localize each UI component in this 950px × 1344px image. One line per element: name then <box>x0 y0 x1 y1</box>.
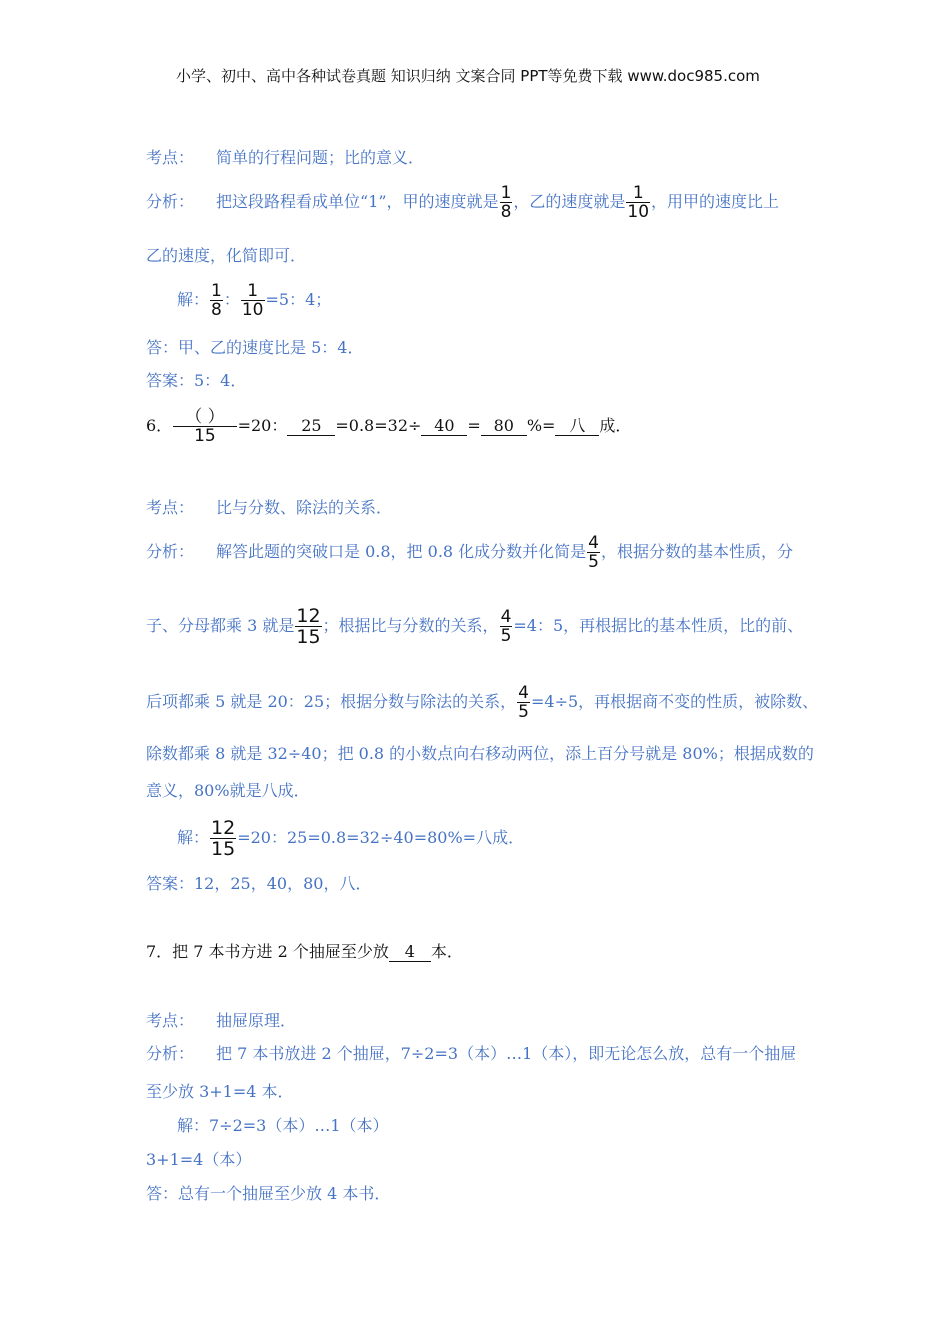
q7-calc: 3+1=4（本） <box>146 1150 252 1169</box>
q7-fenxi-line2: 至少放 3+1=4 本． <box>146 1082 294 1101</box>
denominator: 15 <box>296 626 321 648</box>
fraction <box>241 282 265 319</box>
kaodian-label: 考点： <box>146 148 195 167</box>
jie-label: 解： <box>177 290 210 309</box>
fenxi-text: ，乙的速度就是 <box>513 192 626 211</box>
kaodian-label: 考点： <box>146 498 195 517</box>
answer-blank: 40 <box>421 417 467 436</box>
denominator: 5 <box>588 552 599 572</box>
fenxi-text: ；根据比与分数的关系， <box>322 616 499 635</box>
q6-fenxi-line2 <box>146 606 803 647</box>
q5-jie <box>177 280 331 320</box>
stem-text: %= <box>526 416 556 435</box>
answer-blank: 八 <box>555 417 599 436</box>
q6-answer: 答案：12，25，40，80，八． <box>146 874 372 893</box>
stem-text: 本． <box>430 942 463 961</box>
fraction <box>295 606 321 647</box>
fenxi-text: 子、分母都乘 3 就是 <box>146 616 295 635</box>
q5-fenxi-line1 <box>146 182 779 222</box>
numerator: 4 <box>518 683 529 703</box>
page-header: 小学、初中、高中各种试卷真题 知识归纳 文案合同 PPT等免费下载 www.doc985.com <box>176 67 760 85</box>
fenxi-text: 把这段路程看成单位“1”，甲的速度就是 <box>216 192 499 211</box>
stem-text: = <box>467 416 481 435</box>
fraction <box>173 408 236 445</box>
ratio-colon: ： <box>223 290 240 309</box>
numerator: 12 <box>296 605 321 627</box>
question-number: 6． <box>146 416 173 435</box>
stem-text: =0.8=32÷ <box>335 416 422 435</box>
q7-kaodian <box>146 1011 296 1031</box>
denominator: 15 <box>194 426 216 446</box>
q6-fenxi-line1 <box>146 532 793 572</box>
q6-fenxi-line4: 除数都乘 8 就是 32÷40；把 0.8 的小数点向右移动两位，添上百分号就是 80%；根据成数的 <box>146 744 814 763</box>
kaodian-text: 简单的行程问题；比的意义． <box>216 148 425 167</box>
q7-jie: 解：7÷2=3（本）…1（本） <box>177 1116 389 1135</box>
fraction <box>500 608 513 645</box>
q7-fenxi-line1 <box>146 1044 796 1064</box>
q6-fenxi-line3 <box>146 682 818 722</box>
numerator: 12 <box>211 817 236 839</box>
numerator: 1 <box>211 281 222 301</box>
denominator: 10 <box>627 202 650 222</box>
fenxi-text: 解答此题的突破口是 0.8，把 0.8 化成分数并化简是 <box>216 542 587 561</box>
q6-stem <box>146 404 631 448</box>
stem-text: 7．把 7 本书方进 2 个抽屉至少放 <box>146 942 389 961</box>
numerator: 1 <box>241 282 265 301</box>
fraction <box>587 534 600 571</box>
fenxi-text: 后项都乘 5 就是 20：25；根据分数与除法的关系， <box>146 692 517 711</box>
jie-text: =5：4； <box>265 290 332 309</box>
q5-kaodian <box>146 148 424 168</box>
stem-text: =20： <box>237 416 288 435</box>
q5-answer: 答案：5：4． <box>146 371 247 390</box>
fenxi-label: 分析： <box>146 542 195 561</box>
numerator: （ ） <box>173 408 236 427</box>
denominator: 5 <box>500 626 512 646</box>
q6-kaodian <box>146 498 392 518</box>
fenxi-text: =4÷5，再根据商不变的性质，被除数、 <box>531 692 819 711</box>
q5-fenxi-line2: 乙的速度，化简即可． <box>146 246 307 265</box>
answer-blank: 4 <box>389 943 431 962</box>
fenxi-text: 把 7 本书放进 2 个抽屉，7÷2=3（本）…1（本），即无论怎么放，总有一个抽屉 <box>216 1044 797 1063</box>
fenxi-label: 分析： <box>146 192 195 211</box>
jie-label: 解： <box>177 828 210 847</box>
numerator: 1 <box>500 183 512 203</box>
jie-text: =20：25=0.8=32÷40=80%=八成． <box>237 828 525 847</box>
q5-da: 答：甲、乙的速度比是 5：4． <box>146 338 364 357</box>
q6-jie <box>177 816 524 860</box>
numerator: 1 <box>626 184 650 203</box>
kaodian-label: 考点： <box>146 1011 195 1030</box>
q7-stem <box>146 942 463 962</box>
denominator: 8 <box>500 202 512 222</box>
kaodian-text: 比与分数、除法的关系． <box>216 498 393 517</box>
fraction <box>626 184 650 221</box>
fraction <box>517 684 530 721</box>
q7-da: 答：总有一个抽屉至少放 4 本书． <box>146 1184 391 1203</box>
fenxi-text: ，用甲的速度比上 <box>651 192 780 211</box>
denominator: 8 <box>211 300 222 320</box>
denominator: 5 <box>518 702 529 722</box>
fenxi-text: ，根据分数的基本性质，分 <box>601 542 794 561</box>
q6-fenxi-line5: 意义，80%就是八成． <box>146 781 310 800</box>
denominator: 10 <box>241 300 264 320</box>
denominator: 15 <box>211 838 236 860</box>
fenxi-text: =4：5，再根据比的基本性质，比的前、 <box>513 616 804 635</box>
answer-blank: 25 <box>287 417 335 436</box>
numerator: 4 <box>500 607 512 627</box>
stem-text: 成． <box>599 416 632 435</box>
fraction <box>500 184 513 221</box>
fraction <box>210 818 236 859</box>
fenxi-label: 分析： <box>146 1044 195 1063</box>
fraction <box>210 282 223 319</box>
numerator: 4 <box>588 533 599 553</box>
kaodian-text: 抽屉原理． <box>216 1011 297 1030</box>
answer-blank: 80 <box>481 417 527 436</box>
